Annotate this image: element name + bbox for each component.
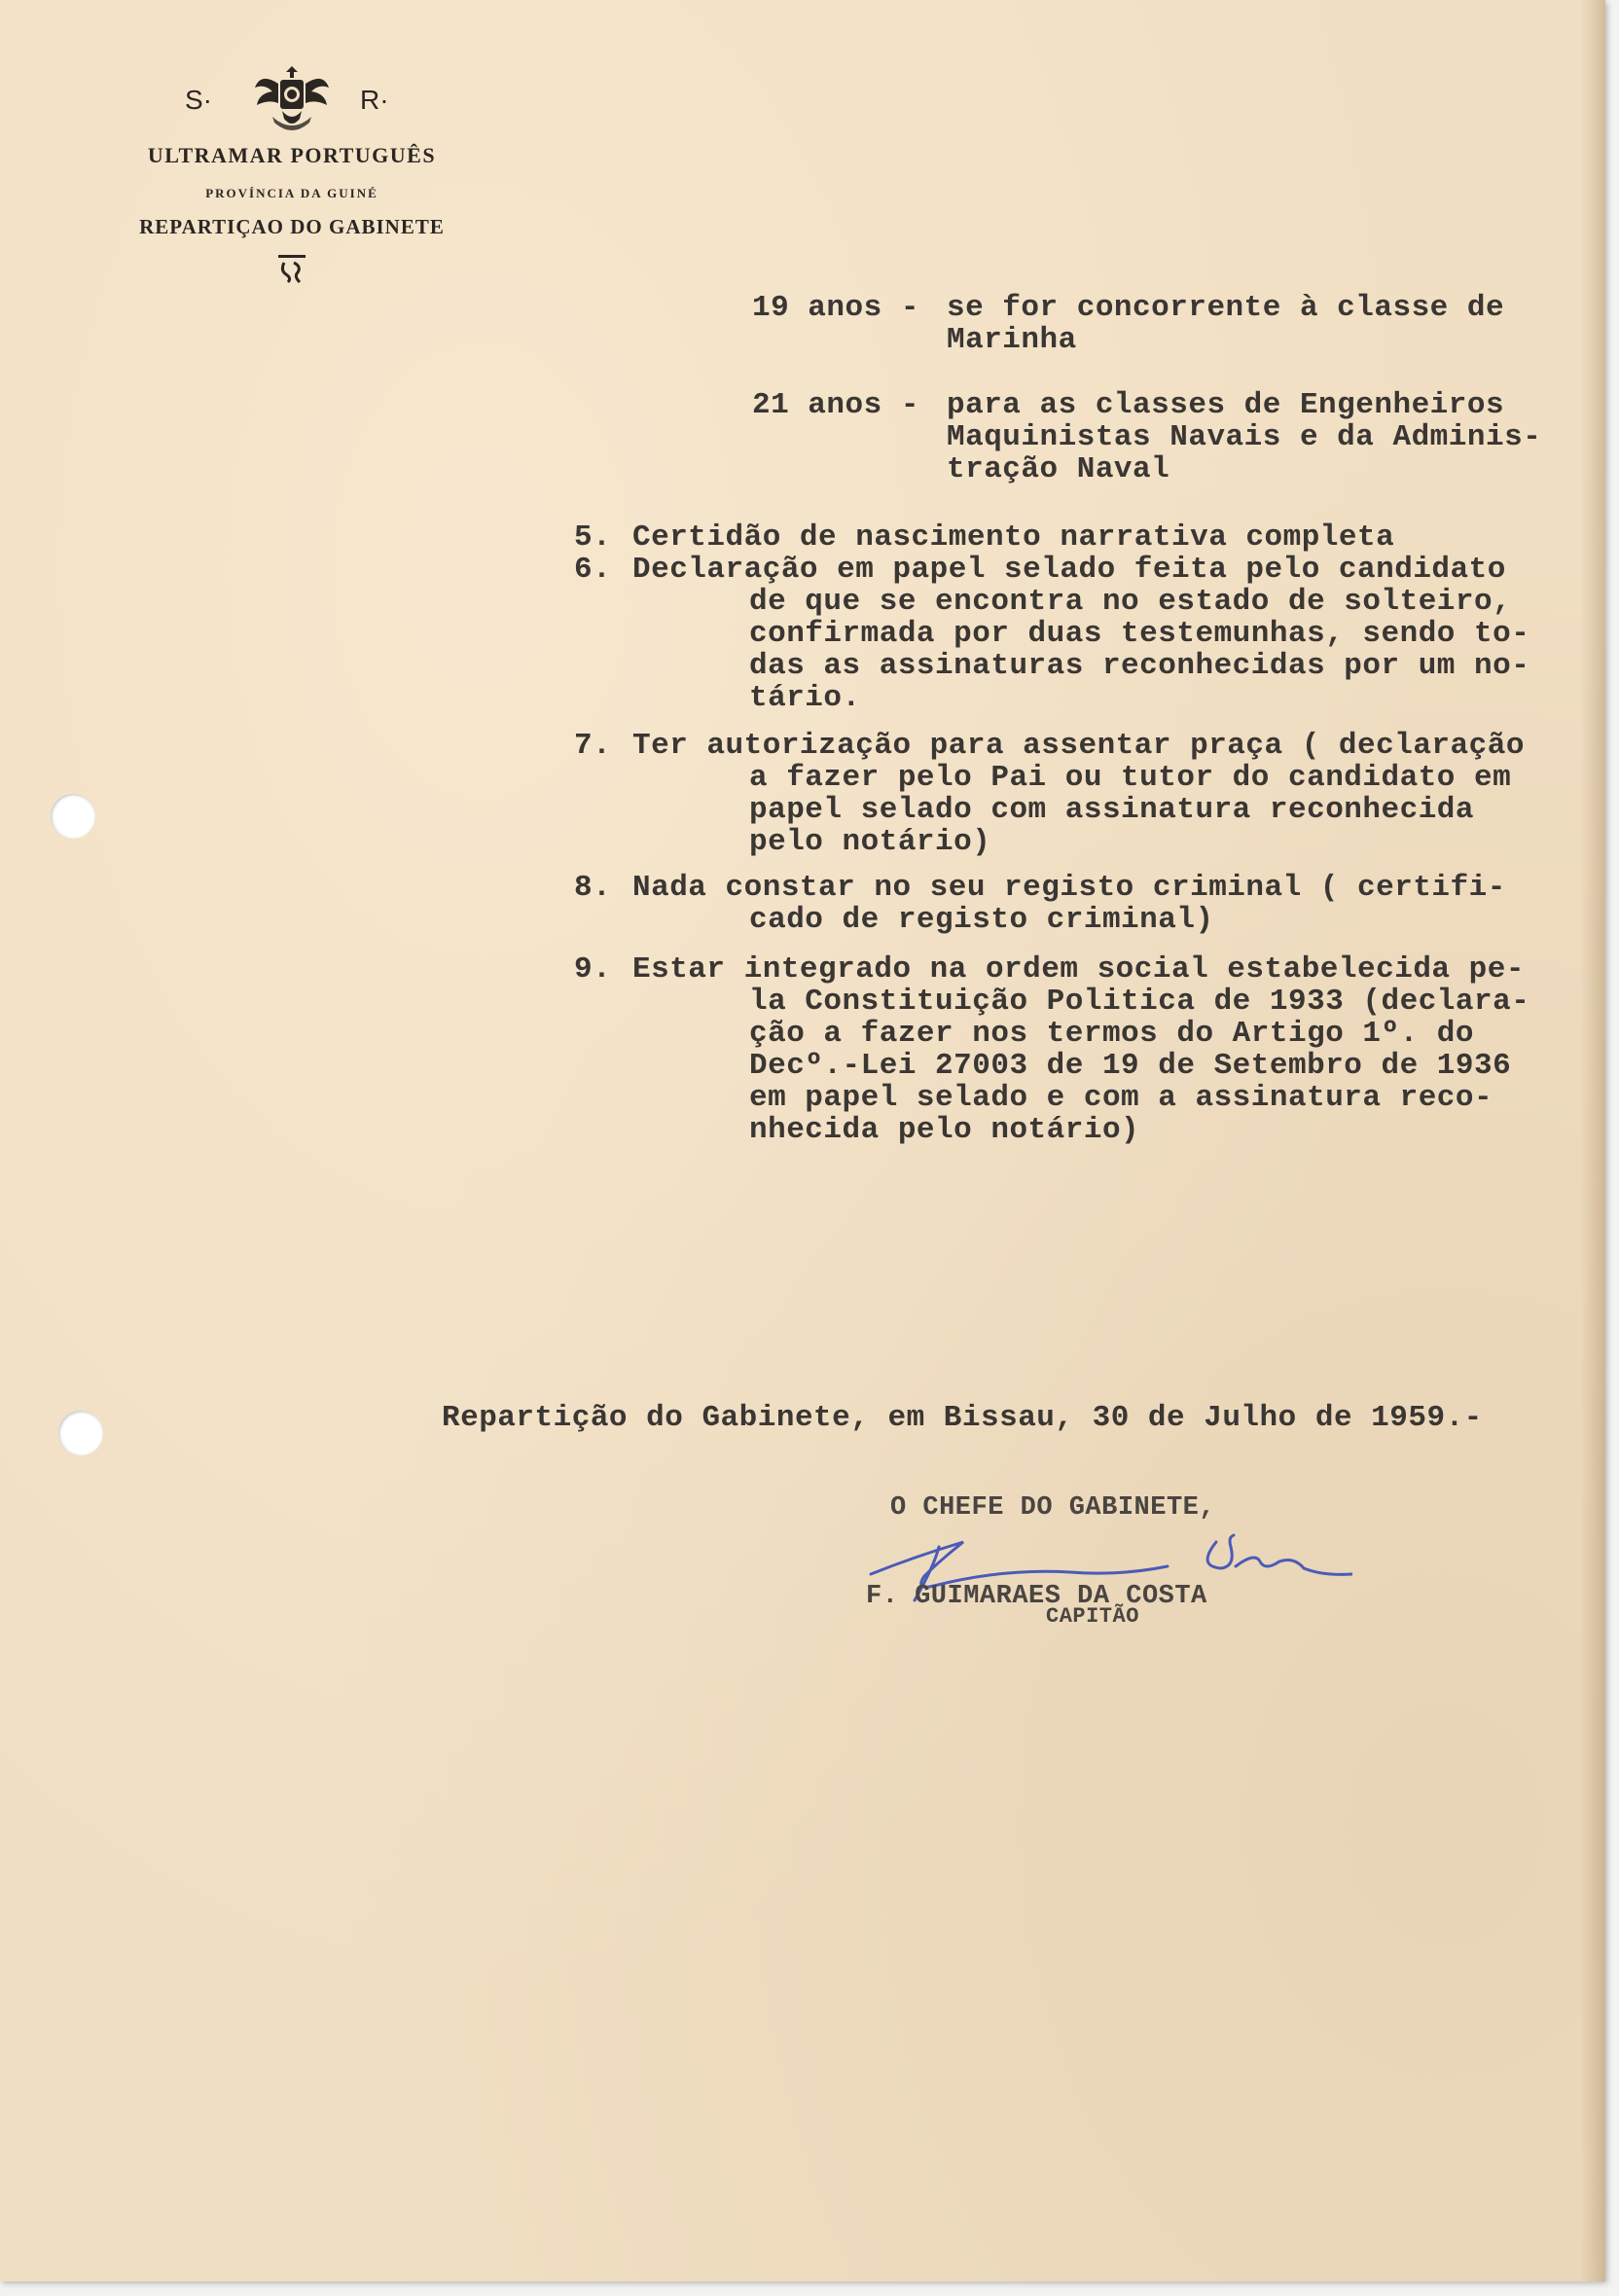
requirement-line: cado de registo criminal) — [749, 903, 1214, 937]
requirement-line: nhecida pelo notário) — [749, 1113, 1140, 1147]
age-label: 19 anos - — [752, 291, 919, 325]
age-description-line: se for concorrente à classe de — [947, 291, 1505, 325]
requirement-item-5 — [574, 521, 1586, 554]
age-description-line: Marinha — [947, 323, 1077, 357]
requirement-item-7 — [574, 730, 1586, 861]
requirement-number: 8. — [574, 871, 612, 905]
age-label: 21 anos - — [752, 388, 919, 422]
requirement-line: Certidão de nascimento narrativa completa — [632, 520, 1395, 555]
requirement-line: a fazer pelo Pai ou tutor do candidato em — [749, 761, 1512, 795]
requirement-item-8 — [574, 872, 1586, 940]
age-description-line: para as classes de Engenheiros — [947, 388, 1505, 422]
date-place-line: Repartição do Gabinete, em Bissau, 30 de Julho de 1959.- — [442, 1401, 1483, 1435]
signatory-rank: CAPITÃO — [1046, 1604, 1139, 1629]
requirement-line: Nada constar no seu registo criminal ( certifi- — [632, 871, 1506, 905]
age-entry-19 — [752, 292, 1579, 360]
requirement-item-9 — [574, 953, 1586, 1148]
requirement-number: 5. — [574, 520, 612, 555]
letterhead-right-initial: R· — [360, 85, 389, 115]
requirement-number: 7. — [574, 729, 612, 763]
requirement-number: 6. — [574, 553, 612, 587]
age-description-line: Maquinistas Navais e da Adminis- — [947, 420, 1542, 454]
requirement-line: Ter autorização para assentar praça ( declaração — [632, 729, 1525, 763]
punch-hole — [58, 1411, 103, 1455]
requirement-line: papel selado com assinatura reconhecida — [749, 793, 1475, 827]
monogram-stamp-icon — [272, 249, 311, 288]
requirement-item-6 — [574, 554, 1586, 719]
requirement-line: ção a fazer nos termos do Artigo 1º. do — [749, 1017, 1475, 1051]
signatory-name: F. GUIMARAES DA COSTA — [866, 1582, 1207, 1611]
requirement-line: tário. — [749, 681, 861, 715]
letterhead-title: ULTRAMAR PORTUGUÊS — [147, 143, 437, 167]
requirement-line: em papel selado e com a assinatura reco- — [749, 1081, 1493, 1115]
letterhead — [88, 54, 496, 293]
requirement-line: confirmada por duas testemunhas, sendo to- — [749, 617, 1530, 651]
punch-hole — [51, 794, 95, 839]
requirement-line: Decº.-Lei 27003 de 19 de Setembro de 1936 — [749, 1049, 1512, 1083]
requirement-line: pelo notário) — [749, 825, 991, 859]
letterhead-left-initial: S· — [185, 85, 212, 115]
requirement-line: das as assinaturas reconhecidas por um no- — [749, 649, 1530, 683]
age-description-line: tração Naval — [947, 452, 1170, 486]
signature-block — [846, 1489, 1352, 1644]
requirement-line: la Constituição Politica de 1933 (declara- — [749, 985, 1530, 1019]
age-entry-21 — [752, 389, 1579, 491]
signatory-title: O CHEFE DO GABINETE, — [890, 1493, 1216, 1523]
coat-of-arms-icon — [243, 58, 341, 136]
letterhead-department: REPARTIÇAO DO GABINETE — [139, 215, 445, 238]
requirement-line: de que se encontra no estado de solteiro, — [749, 585, 1512, 619]
requirement-line: Estar integrado na ordem social estabelecida pe- — [632, 952, 1525, 987]
letterhead-province: PROVÍNCIA DA GUINÉ — [205, 186, 378, 200]
requirement-line: Declaração em papel selado feita pelo candidato — [632, 553, 1506, 587]
requirement-number: 9. — [574, 952, 612, 987]
letterhead-crest-row — [88, 54, 496, 141]
